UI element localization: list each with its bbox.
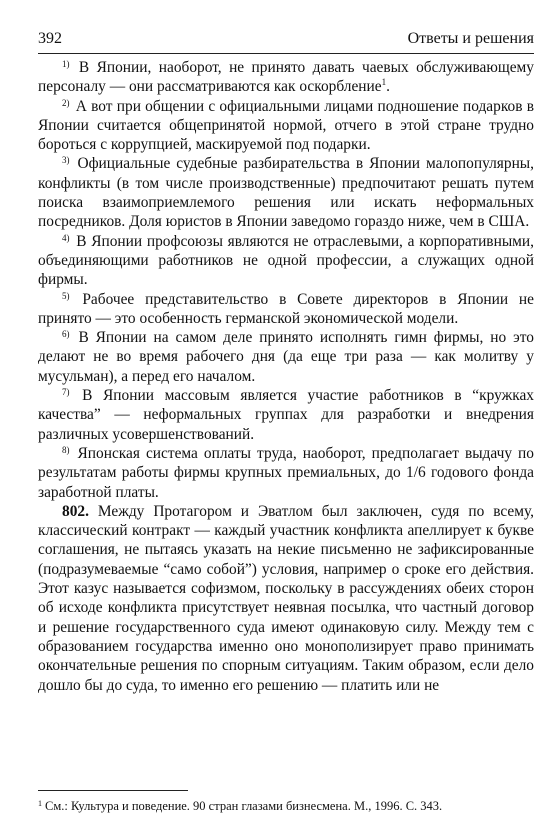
item-number: 6) (62, 329, 70, 340)
problem-answer (38, 502, 534, 695)
answer-item (38, 232, 534, 290)
footnote (38, 796, 534, 814)
running-header (38, 30, 534, 54)
item-number: 2) (62, 97, 70, 108)
item-text: В Японии на самом деле принято исполнять гимн фирмы, но это делают не во время рабочего дня (да еще три раза — как молитву у мусульман), а перед его началом. (38, 329, 534, 385)
item-number: 5) (62, 290, 70, 301)
body-text (38, 58, 534, 695)
item-number: 1) (62, 59, 70, 69)
item-text: Рабочее представительство в Совете директоров в Японии не принято — это особенность германской экономической модели. (38, 290, 534, 327)
item-text: В Японии профсоюзы являются не отраслевыми, а корпоративными, объединяющими работников не одной профессии, а служащих одной фирмы. (38, 232, 534, 289)
answer-item (38, 58, 534, 97)
item-text: В Японии массовым является участие работников в “кружках качества” — неформальных группах для разработки и внедрения различных усовершенствований. (38, 387, 534, 443)
item-text: А вот при общении с официальными лицами подношение подарков в Японии считается общепринятой нормой, отчего в этой стране трудно бороться с коррупцией, маскируемой под подарки. (38, 97, 534, 154)
item-text: Японская система оплаты труда, наоборот, предполагает выдачу по результатам работы фирмы крупных премиальных, до 1/6 годового фонда заработной платы. (38, 444, 534, 501)
item-text: В Японии, наоборот, не принято давать чаевых обслуживающему персоналу — они рассматриваются как оскорбление (38, 59, 534, 96)
answer-item (38, 154, 534, 231)
footnote-mark: 1 (38, 799, 42, 808)
answer-item (38, 97, 534, 155)
answer-item (38, 290, 534, 329)
problem-number: 802. (62, 502, 89, 520)
answer-item (38, 328, 534, 386)
footnote-divider (38, 790, 188, 791)
footnote-reference[interactable]: 1 (381, 77, 387, 88)
item-number: 7) (62, 387, 70, 398)
section-title: Ответы и решения (407, 30, 534, 47)
answer-item (38, 386, 534, 444)
page-number: 392 (38, 30, 62, 47)
footnote-text: См.: Культура и поведение. 90 стран глазами бизнесмена. М., 1996. С. 343. (45, 799, 443, 813)
item-number: 3) (62, 155, 70, 166)
item-text: Официальные судебные разбирательства в Японии малопопулярны, конфликты (в том числе производственные) предпочитают решать путем поиска взаимоприемлемого решения или искать неформальных посредников. Доля юристов в Японии заведомо гораздо ниже, чем в США. (38, 155, 534, 231)
answer-item (38, 444, 534, 502)
item-number: 4) (62, 232, 70, 243)
item-text-tail: . (386, 78, 390, 96)
problem-text: Между Протагором и Эватлом был заключен, судя по всему, классический контракт — каждый участник конфликта апеллирует к букве соглашения, не пытаясь указать на некие письменно не зафиксированные (подразумеваемые “само собой”) условия, например о сроке его действия. Этот казус называется софизмом, поскольку в рассуждениях обеих сторон об исходе конфликта присутствует неявная посылка, что частный договор и решение государственного суда имеют одинаковую силу. Между тем с образованием государства именно оно монополизирует право принимать окончательные решения по спорным ситуациям. Таким образом, если дело дошло бы до суда, то именно его решению — платить или не (38, 502, 534, 694)
item-number: 8) (62, 444, 70, 455)
